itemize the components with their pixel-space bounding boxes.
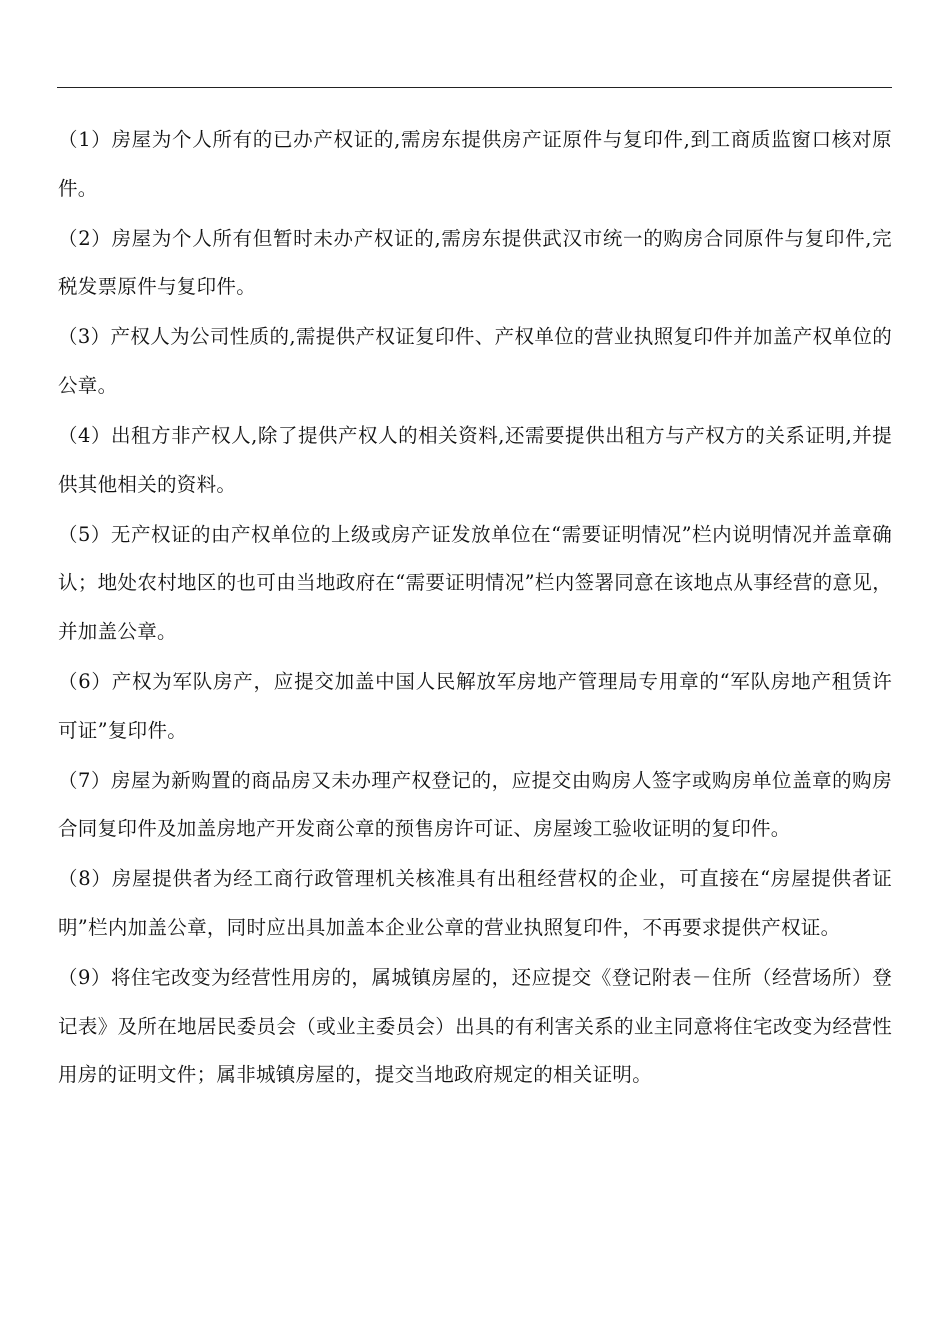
paragraph-7: （7）房屋为新购置的商品房又未办理产权登记的，应提交由购房人签字或购房单位盖章的购房合同复印件及加盖房地产开发商公章的预售房许可证、房屋竣工验收证明的复印件。 — [58, 768, 892, 841]
paragraph-2: （2）房屋为个人所有但暂时未办产权证的,需房东提供武汉市统一的购房合同原件与复印件,完税发票原件与复印件。 — [58, 226, 892, 299]
paragraph-1: （1）房屋为个人所有的已办产权证的,需房东提供房产证原件与复印件,到工商质监窗口核对原件。 — [58, 128, 892, 200]
document-body — [58, 116, 892, 1101]
paragraph-9: （9）将住宅改变为经营性用房的，属城镇房屋的，还应提交《登记附表－住所（经营场所）登记表》及所在地居民委员会（或业主委员会）出具的有利害关系的业主同意将住宅改变为经营性用房的证明文件；属非城镇房屋的，提交当地政府规定的相关证明。 — [58, 966, 892, 1087]
header-rule — [57, 87, 892, 88]
paragraph-5: （5）无产权证的由产权单位的上级或房产证发放单位在“需要证明情况”栏内说明情况并盖章确认；地处农村地区的也可由当地政府在“需要证明情况”栏内签署同意在该地点从事经营的意见，并加盖公章。 — [58, 522, 892, 643]
paragraph-4: （4）出租方非产权人,除了提供产权人的相关资料,还需要提供出租方与产权方的关系证明,并提供其他相关的资料。 — [58, 424, 892, 496]
paragraph-6: （6）产权为军队房产，应提交加盖中国人民解放军房地产管理局专用章的“军队房地产租赁许可证”复印件。 — [58, 670, 892, 742]
paragraph-3: （3）产权人为公司性质的,需提供产权证复印件、产权单位的营业执照复印件并加盖产权单位的公章。 — [58, 325, 892, 397]
paragraph-8: （8）房屋提供者为经工商行政管理机关核准具有出租经营权的企业，可直接在“房屋提供者证明”栏内加盖公章，同时应出具加盖本企业公章的营业执照复印件，不再要求提供产权证。 — [58, 867, 892, 939]
